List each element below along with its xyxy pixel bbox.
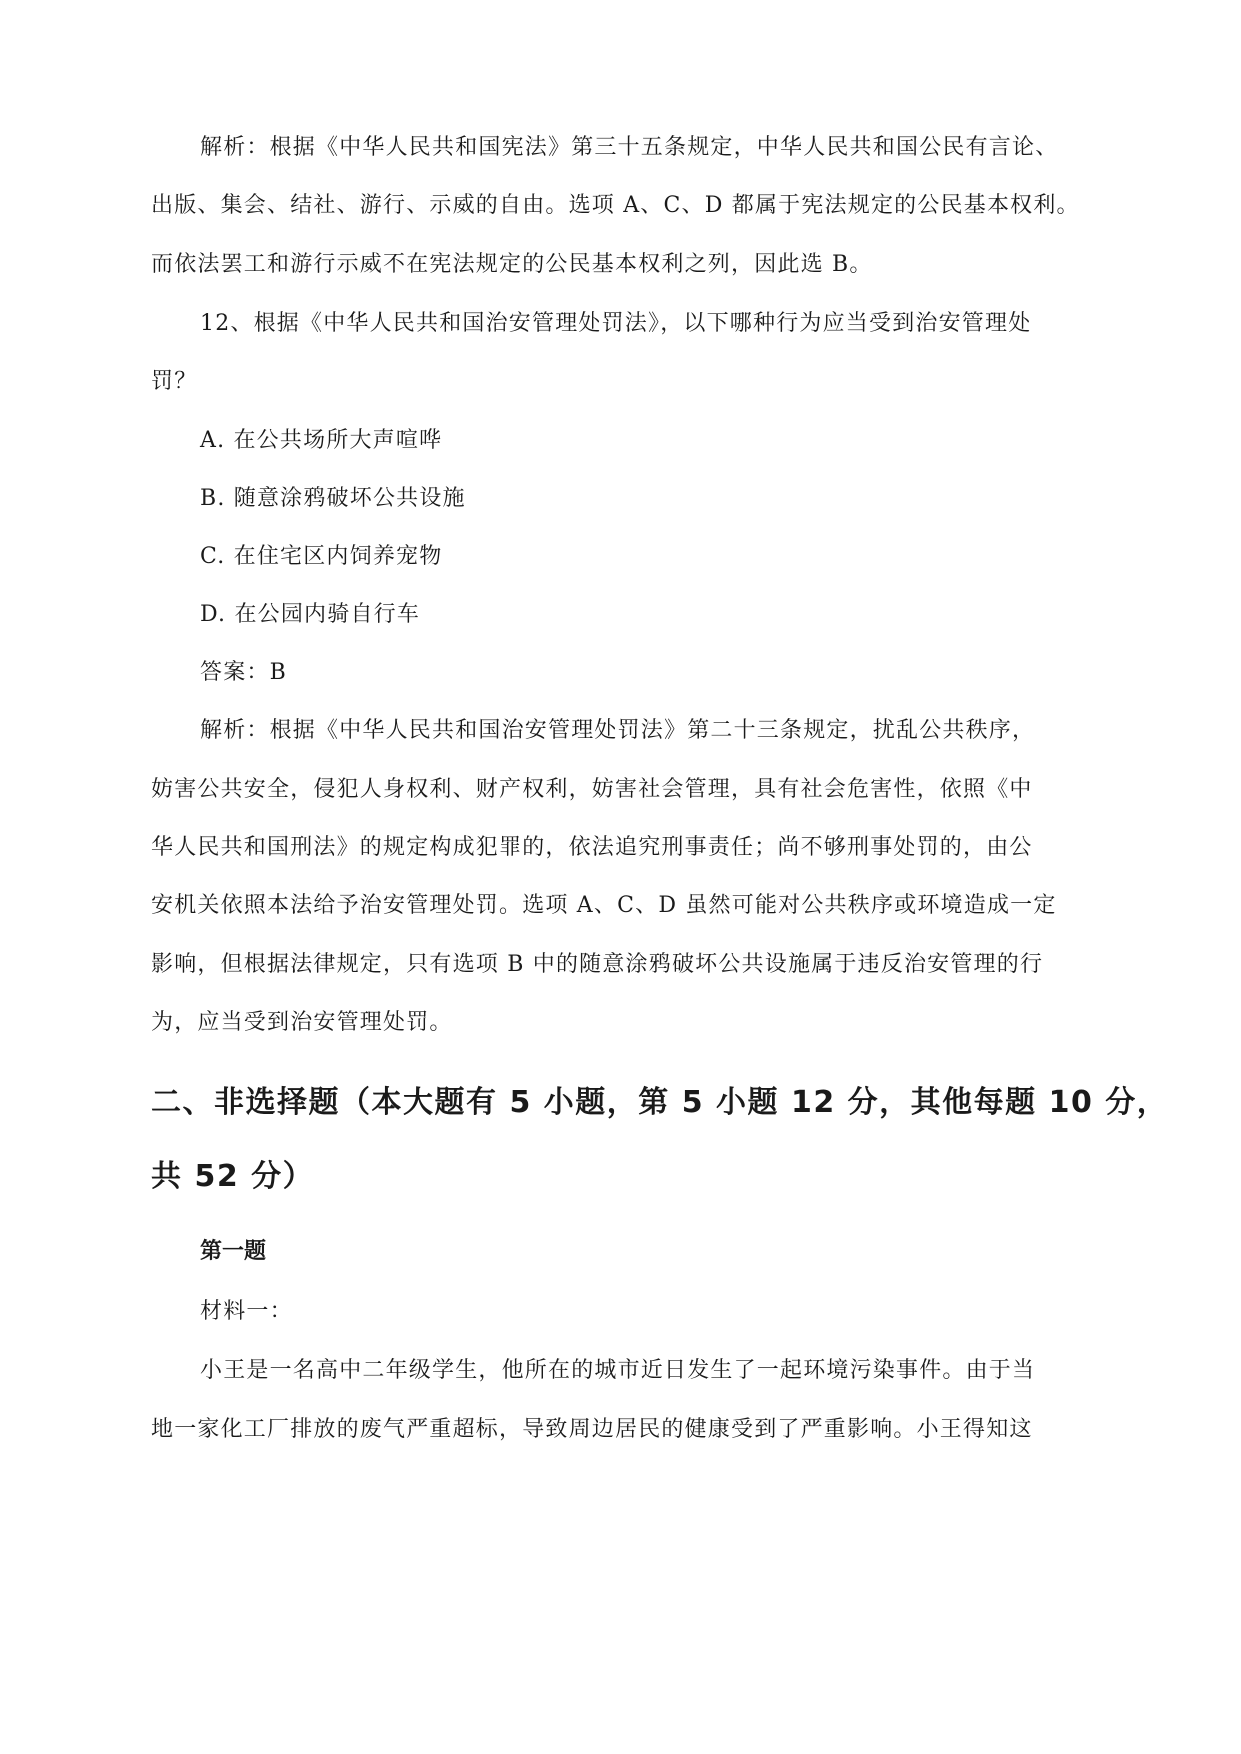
prev-explanation-line-3: 而依法罢工和游行示威不在宪法规定的公民基本权利之列，因此选 B。	[151, 252, 873, 277]
explanation-line-1: 解析：根据《中华人民共和国治安管理处罚法》第二十三条规定，扰乱公共秩序，	[200, 718, 1036, 743]
question-1-title: 第一题	[200, 1239, 267, 1264]
explanation-line-5: 影响，但根据法律规定，只有选项 B 中的随意涂鸦破坏公共设施属于违反治安管理的行	[151, 952, 1044, 977]
option-b: B. 随意涂鸦破坏公共设施	[200, 486, 466, 511]
option-d: D. 在公园内骑自行车	[200, 602, 421, 627]
question-12-stem-line-2: 罚？	[151, 369, 198, 394]
explanation-line-3: 华人民共和国刑法》的规定构成犯罪的，依法追究刑事责任；尚不够刑事处罚的，由公	[151, 835, 1033, 860]
material-label: 材料一：	[200, 1299, 293, 1324]
section-heading-line-1: 二、非选择题（本大题有 5 小题，第 5 小题 12 分，其他每题 10 分，	[151, 1085, 1169, 1120]
section-heading-line-2: 共 52 分）	[151, 1159, 315, 1194]
question-12-stem-line-1: 12、根据《中华人民共和国治安管理处罚法》，以下哪种行为应当受到治安管理处	[200, 311, 1032, 336]
explanation-line-4: 安机关依照本法给予治安管理处罚。选项 A、C、D 虽然可能对公共秩序或环境造成一定	[151, 893, 1057, 918]
explanation-line-2: 妨害公共安全，侵犯人身权利、财产权利，妨害社会管理，具有社会危害性，依照《中	[151, 777, 1033, 802]
material-line-2: 地一家化工厂排放的废气严重超标，导致周边居民的健康受到了严重影响。小王得知这	[151, 1417, 1033, 1442]
option-a: A. 在公共场所大声喧哗	[200, 428, 443, 453]
answer: 答案：B	[200, 660, 287, 685]
explanation-line-6: 为，应当受到治安管理处罚。	[151, 1010, 453, 1035]
option-c: C. 在住宅区内饲养宠物	[200, 544, 443, 569]
prev-explanation-line-1: 解析：根据《中华人民共和国宪法》第三十五条规定，中华人民共和国公民有言论、	[200, 135, 1059, 160]
prev-explanation-line-2: 出版、集会、结社、游行、示威的自由。选项 A、C、D 都属于宪法规定的公民基本权利。	[151, 193, 1080, 218]
material-line-1: 小王是一名高中二年级学生，他所在的城市近日发生了一起环境污染事件。由于当	[200, 1358, 1036, 1383]
